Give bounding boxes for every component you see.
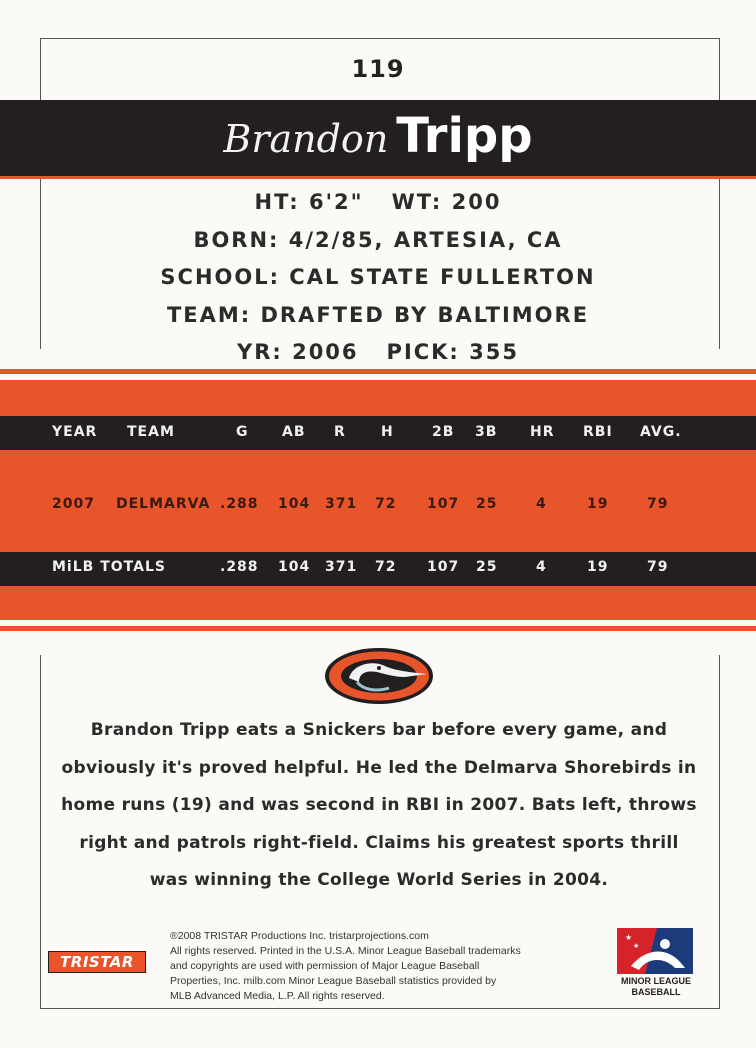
- legal-line: All rights reserved. Printed in the U.S.A. Minor League Baseball trademarks: [170, 945, 521, 957]
- stat-season-h: 72: [375, 496, 397, 512]
- stat-header-team: TEAM: [127, 424, 175, 440]
- stat-header-3b: 3B: [475, 424, 498, 440]
- bio-weight: WT: 200: [391, 190, 502, 214]
- milb-logo-text: MINOR LEAGUE BASEBALL: [620, 976, 691, 997]
- blurb-line: was winning the College World Series in 2004.: [149, 870, 609, 890]
- shorebird-logo-icon: [323, 646, 435, 706]
- stat-season-rbi: 19: [587, 496, 609, 512]
- stat-header-rbi: RBI: [583, 424, 613, 440]
- stat-header-year: YEAR: [52, 424, 98, 440]
- blurb-line: Brandon Tripp eats a Snickers bar before every game, and: [90, 720, 668, 740]
- stat-season-ab: 104: [278, 496, 311, 512]
- legal-line: MLB Advanced Media, L.P. All rights reserved.: [170, 990, 385, 1002]
- stat-season-2b: 107: [427, 496, 460, 512]
- stat-totals-3b: 25: [476, 559, 498, 575]
- legal-text: [170, 929, 610, 1004]
- divider-stripe: [0, 369, 756, 374]
- blurb-line: right and patrols right-field. Claims his greatest sports thrill: [79, 832, 679, 853]
- stat-totals-hr: 4: [536, 559, 547, 575]
- blurb-line: obviously it's proved helpful. He led the Delmarva Shorebirds in: [61, 757, 697, 778]
- stat-season-year: 2007: [52, 496, 95, 512]
- legal-line: and copyrights are used with permission of Major League Baseball: [170, 960, 480, 972]
- bio-team: TEAM: DRAFTED BY BALTIMORE: [166, 302, 590, 327]
- stat-season-3b: 25: [476, 496, 498, 512]
- stat-header-g: G: [236, 424, 249, 440]
- stat-totals-2b: 107: [427, 559, 460, 575]
- stat-season-r: 371: [325, 496, 358, 512]
- bio-height: HT: 6'2": [254, 190, 364, 214]
- stat-totals-r: 371: [325, 559, 358, 575]
- stat-totals-rbi: 19: [587, 559, 609, 575]
- stat-header-avg: AVG.: [640, 424, 682, 440]
- player-blurb: [40, 712, 718, 900]
- stat-season-hr: 4: [536, 496, 547, 512]
- legal-line: ®2008 TRISTAR Productions Inc. tristarprojections.com: [170, 930, 429, 942]
- player-bio: [0, 184, 756, 372]
- player-last-name: Tripp: [396, 108, 533, 164]
- milb-logo-icon: [617, 928, 693, 974]
- stat-totals-h: 72: [375, 559, 397, 575]
- stat-header-r: R: [334, 424, 346, 440]
- stat-totals-label: MiLB TOTALS: [52, 559, 166, 575]
- legal-line: Properties, Inc. milb.com Minor League Baseball statistics provided by: [170, 975, 497, 987]
- bio-school: SCHOOL: CAL STATE FULLERTON: [160, 265, 596, 289]
- bio-born: BORN: 4/2/85, ARTESIA, CA: [193, 227, 563, 252]
- stat-header-hr: HR: [530, 424, 555, 440]
- bio-draft-pick: PICK: 355: [386, 340, 519, 364]
- stat-season-team: DELMARVA: [116, 496, 211, 512]
- stat-header-2b: 2B: [432, 424, 455, 440]
- stat-season-avg: 79: [647, 496, 669, 512]
- stat-season-g: .288: [220, 496, 259, 512]
- name-banner: [0, 100, 756, 179]
- blurb-line: home runs (19) and was second in RBI in 2007. Bats left, throws: [61, 795, 697, 815]
- divider-stripe: [0, 626, 756, 631]
- tristar-logo: [48, 951, 146, 973]
- stat-header-ab: AB: [282, 424, 306, 440]
- svg-text:★: ★: [625, 933, 633, 942]
- svg-text:★: ★: [633, 942, 640, 950]
- tristar-logo-text: TRISTAR: [60, 953, 134, 971]
- stat-totals-ab: 104: [278, 559, 311, 575]
- stat-totals-avg: 79: [647, 559, 669, 575]
- card-number: 119: [351, 55, 405, 83]
- bio-draft-year: YR: 2006: [237, 340, 359, 364]
- stat-header-h: H: [381, 424, 394, 440]
- player-first-name: Brandon: [223, 117, 389, 161]
- stat-totals-g: .288: [220, 559, 259, 575]
